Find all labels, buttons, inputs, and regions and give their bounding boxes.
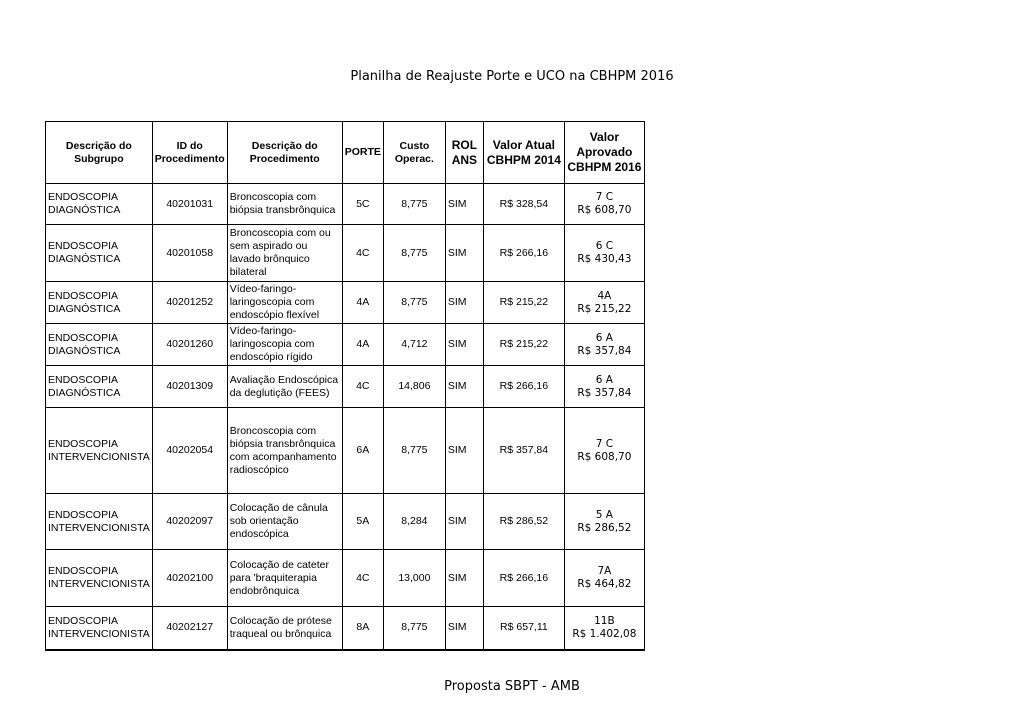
- header-id: ID do Procedimento: [152, 122, 227, 184]
- cell-porte: 4A: [342, 282, 383, 324]
- aprovado-valor: R$ 357,84: [577, 344, 632, 357]
- cell-rol: SIM: [445, 607, 483, 650]
- table-row: [46, 184, 645, 225]
- cell-valor-aprovado: [564, 184, 644, 225]
- cell-valor-atual: R$ 266,16: [483, 225, 564, 282]
- aprovado-porte: 6 A: [595, 331, 613, 344]
- cell-subgrupo: ENDOSCOPIA INTERVENCIONISTA: [46, 408, 153, 494]
- header-subgrupo: Descrição do Subgrupo: [46, 122, 153, 184]
- header-valor-aprovado: Valor Aprovado CBHPM 2016: [564, 122, 644, 184]
- table-row: [46, 282, 645, 324]
- cell-valor-aprovado: [564, 282, 644, 324]
- cell-id: 40201260: [152, 324, 227, 366]
- aprovado-valor: R$ 286,52: [577, 521, 632, 534]
- cell-custo: 8,284: [383, 494, 445, 550]
- table-row: [46, 494, 645, 550]
- cell-id: 40202097: [152, 494, 227, 550]
- cell-procedimento: Broncoscopia com ou sem aspirado ou lavado brônquico bilateral: [227, 225, 342, 282]
- cell-subgrupo: ENDOSCOPIA INTERVENCIONISTA: [46, 550, 153, 607]
- table-row: [46, 225, 645, 282]
- reajuste-table: [45, 121, 645, 651]
- aprovado-valor: R$ 357,84: [577, 386, 632, 399]
- cell-custo: 13,000: [383, 550, 445, 607]
- cell-id: 40201031: [152, 184, 227, 225]
- cell-procedimento: Colocação de cânula sob orientação endoscópica: [227, 494, 342, 550]
- header-row: [46, 122, 645, 184]
- aprovado-valor: R$ 1.402,08: [572, 627, 637, 640]
- cell-subgrupo: ENDOSCOPIA INTERVENCIONISTA: [46, 607, 153, 650]
- cell-porte: 4A: [342, 324, 383, 366]
- aprovado-valor: R$ 608,70: [577, 450, 632, 463]
- cell-porte: 5A: [342, 494, 383, 550]
- cell-valor-aprovado: [564, 550, 644, 607]
- cell-procedimento: Avaliação Endoscópica da deglutição (FEES): [227, 366, 342, 408]
- cell-valor-atual: R$ 215,22: [483, 324, 564, 366]
- cell-valor-atual: R$ 266,16: [483, 366, 564, 408]
- cell-custo: 8,775: [383, 184, 445, 225]
- header-rol: ROL ANS: [445, 122, 483, 184]
- cell-subgrupo: ENDOSCOPIA INTERVENCIONISTA: [46, 494, 153, 550]
- cell-rol: SIM: [445, 408, 483, 494]
- cell-id: 40201309: [152, 366, 227, 408]
- header-custo: Custo Operac.: [383, 122, 445, 184]
- cell-porte: 4C: [342, 225, 383, 282]
- cell-procedimento: Vídeo-faringo-laringoscopia com endoscópio flexível: [227, 282, 342, 324]
- cell-custo: 8,775: [383, 282, 445, 324]
- page-footer: Proposta SBPT - AMB: [444, 679, 580, 694]
- cell-rol: SIM: [445, 366, 483, 408]
- aprovado-porte: 7A: [597, 565, 612, 577]
- aprovado-porte: 6 A: [595, 373, 613, 386]
- cell-valor-atual: R$ 215,22: [483, 282, 564, 324]
- page-title: Planilha de Reajuste Porte e UCO na CBHPM 2016: [350, 69, 674, 84]
- header-procedimento: Descrição do Procedimento: [227, 122, 342, 184]
- cell-procedimento: Colocação de prótese traqueal ou brônquica: [227, 607, 342, 650]
- cell-valor-aprovado: [564, 366, 644, 408]
- cell-valor-aprovado: [564, 225, 644, 282]
- aprovado-valor: R$ 430,43: [577, 253, 632, 265]
- header-valor-atual: Valor Atual CBHPM 2014: [483, 122, 564, 184]
- cell-procedimento: Broncoscopia com biópsia transbrônquica com acompanhamento radioscópico: [227, 408, 342, 494]
- header-porte: PORTE: [342, 122, 383, 184]
- cell-valor-atual: R$ 328,54: [483, 184, 564, 225]
- cell-procedimento: Vídeo-faringo-laringoscopia com endoscópio rígido: [227, 324, 342, 366]
- table-row: [46, 607, 645, 650]
- cell-rol: SIM: [445, 184, 483, 225]
- cell-id: 40201252: [152, 282, 227, 324]
- aprovado-porte: 4A: [597, 289, 612, 302]
- cell-porte: 5C: [342, 184, 383, 225]
- cell-porte: 6A: [342, 408, 383, 494]
- cell-subgrupo: ENDOSCOPIA DIAGNÓSTICA: [46, 225, 153, 282]
- aprovado-porte: 7 C: [595, 437, 614, 450]
- cell-custo: 14,806: [383, 366, 445, 408]
- cell-id: 40202054: [152, 408, 227, 494]
- aprovado-porte: 7 C: [595, 191, 614, 203]
- cell-rol: SIM: [445, 225, 483, 282]
- cell-valor-aprovado: [564, 494, 644, 550]
- cell-rol: SIM: [445, 282, 483, 324]
- cell-procedimento: Colocação de cateter para 'braquiterapia endobrônquica: [227, 550, 342, 607]
- aprovado-porte: 5 A: [595, 508, 613, 521]
- cell-custo: 8,775: [383, 225, 445, 282]
- cell-custo: 8,775: [383, 607, 445, 650]
- cell-id: 40201058: [152, 225, 227, 282]
- cell-valor-aprovado: [564, 408, 644, 494]
- table-row: [46, 408, 645, 494]
- aprovado-porte: 6 C: [595, 240, 614, 252]
- aprovado-valor: R$ 215,22: [577, 302, 632, 315]
- cell-valor-atual: R$ 357,84: [483, 408, 564, 494]
- cell-valor-atual: R$ 657,11: [483, 607, 564, 650]
- cell-rol: SIM: [445, 494, 483, 550]
- aprovado-porte: 11B: [594, 614, 615, 627]
- cell-rol: SIM: [445, 324, 483, 366]
- cell-subgrupo: ENDOSCOPIA DIAGNÓSTICA: [46, 184, 153, 225]
- aprovado-valor: R$ 464,82: [577, 578, 632, 590]
- cell-subgrupo: ENDOSCOPIA DIAGNÓSTICA: [46, 282, 153, 324]
- cell-valor-aprovado: [564, 324, 644, 366]
- cell-id: 40202127: [152, 607, 227, 650]
- cell-valor-atual: R$ 286,52: [483, 494, 564, 550]
- cell-custo: 4,712: [383, 324, 445, 366]
- table-row: [46, 366, 645, 408]
- cell-porte: 4C: [342, 550, 383, 607]
- cell-custo: 8,775: [383, 408, 445, 494]
- table-row: [46, 324, 645, 366]
- cell-porte: 8A: [342, 607, 383, 650]
- table-row: [46, 550, 645, 607]
- cell-porte: 4C: [342, 366, 383, 408]
- cell-id: 40202100: [152, 550, 227, 607]
- cell-rol: SIM: [445, 550, 483, 607]
- cell-subgrupo: ENDOSCOPIA DIAGNÓSTICA: [46, 324, 153, 366]
- cell-procedimento: Broncoscopia com biópsia transbrônquica: [227, 184, 342, 225]
- aprovado-valor: R$ 608,70: [577, 204, 632, 216]
- cell-valor-atual: R$ 266,16: [483, 550, 564, 607]
- cell-subgrupo: ENDOSCOPIA DIAGNÓSTICA: [46, 366, 153, 408]
- cell-valor-aprovado: [564, 607, 644, 650]
